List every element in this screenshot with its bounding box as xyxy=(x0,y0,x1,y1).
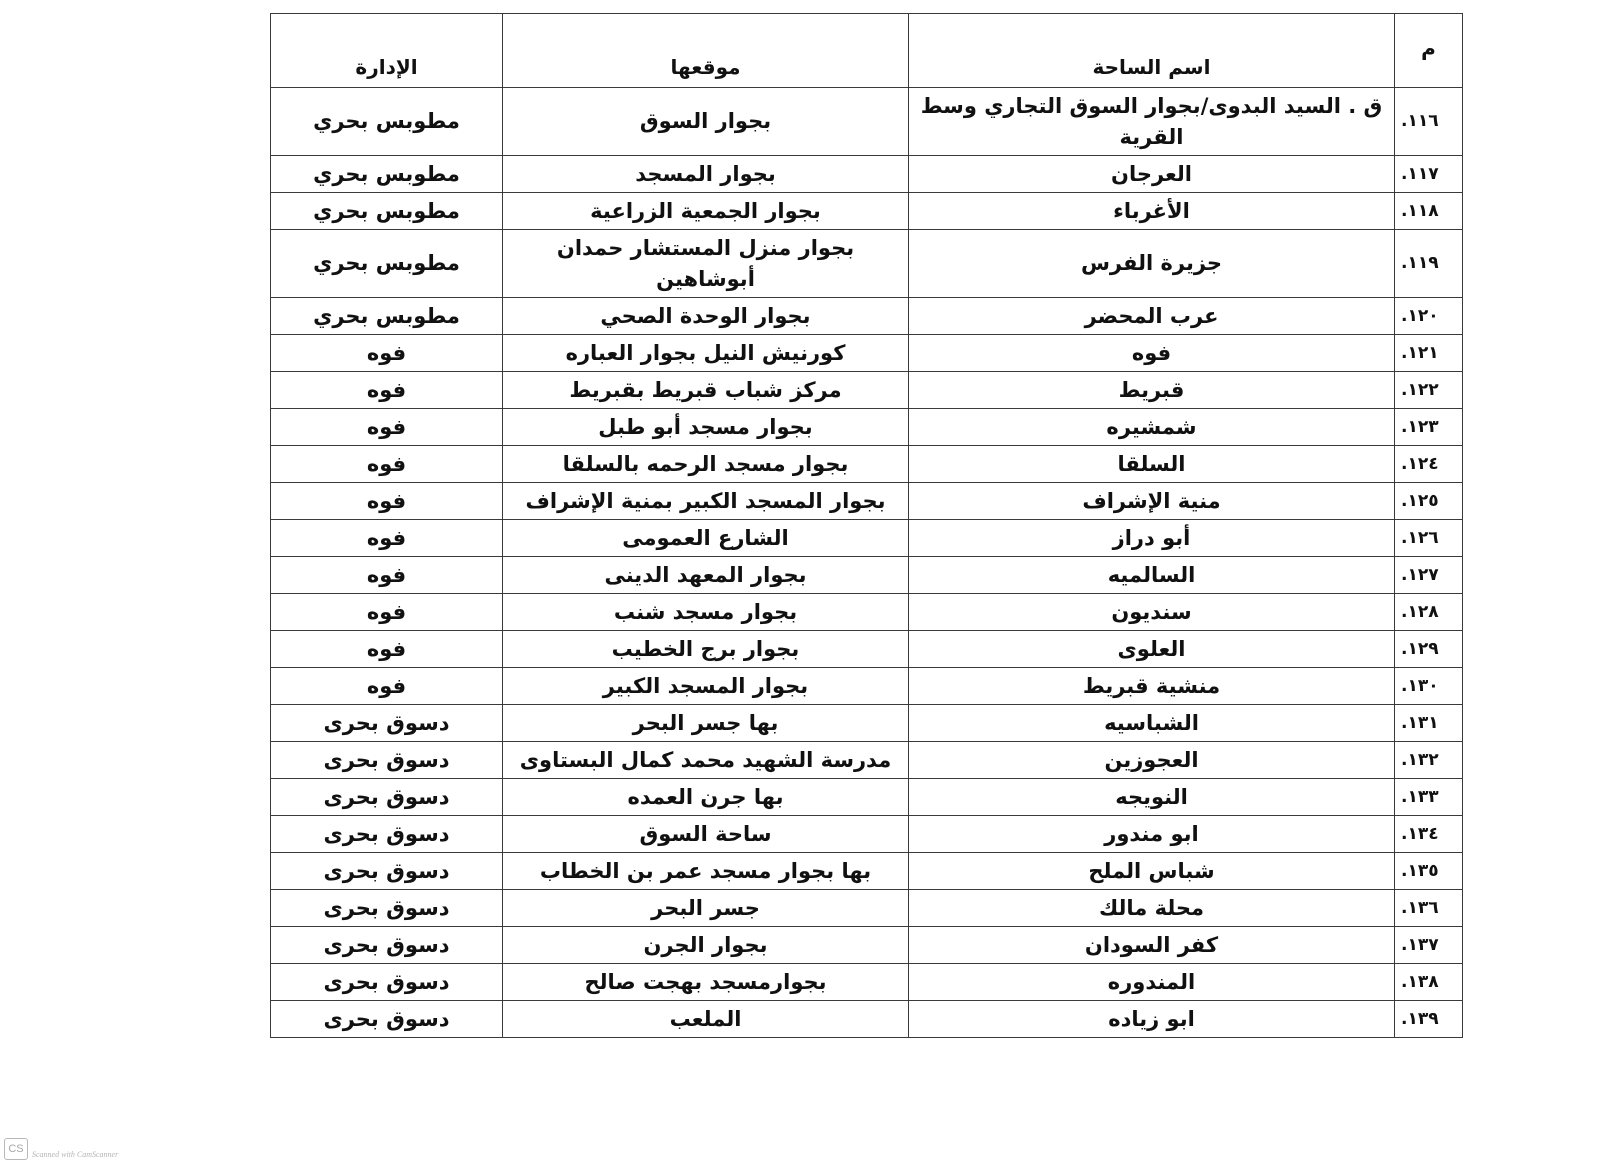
row-number: ١٣٥. xyxy=(1395,853,1463,890)
row-number: ١٢١. xyxy=(1395,335,1463,372)
location-cell: ساحة السوق xyxy=(503,816,909,853)
table-row xyxy=(271,816,1463,853)
administration-cell: مطوبس بحري xyxy=(271,156,503,193)
administration-cell: دسوق بحرى xyxy=(271,927,503,964)
row-number: ١٢٤. xyxy=(1395,446,1463,483)
square-name-cell: ابو مندور xyxy=(909,816,1395,853)
square-name-cell: شباس الملح xyxy=(909,853,1395,890)
square-name-cell: السلقا xyxy=(909,446,1395,483)
administration-cell: مطوبس بحري xyxy=(271,298,503,335)
squares-table xyxy=(270,13,1463,1038)
row-number: ١٣٨. xyxy=(1395,964,1463,1001)
location-cell: الشارع العمومى xyxy=(503,520,909,557)
table-row xyxy=(271,964,1463,1001)
square-name-cell: العرجان xyxy=(909,156,1395,193)
table-row xyxy=(271,631,1463,668)
row-number: ١١٦. xyxy=(1395,88,1463,156)
square-name-cell: ابو زياده xyxy=(909,1001,1395,1038)
administration-cell: فوه xyxy=(271,483,503,520)
table-row xyxy=(271,298,1463,335)
scanner-watermark: Scanned with CamScanner xyxy=(32,1150,119,1159)
location-cell: بها بجوار مسجد عمر بن الخطاب xyxy=(503,853,909,890)
table-row xyxy=(271,927,1463,964)
table-row xyxy=(271,483,1463,520)
table-body xyxy=(271,88,1463,1038)
square-name-cell: العلوى xyxy=(909,631,1395,668)
table-row xyxy=(271,668,1463,705)
location-cell: بجوار الوحدة الصحي xyxy=(503,298,909,335)
location-cell: كورنيش النيل بجوار العباره xyxy=(503,335,909,372)
square-name-cell: منية الإشراف xyxy=(909,483,1395,520)
location-cell: بها جسر البحر xyxy=(503,705,909,742)
row-number: ١٣٦. xyxy=(1395,890,1463,927)
location-cell: بجوار مسجد شنب xyxy=(503,594,909,631)
row-number: ١٢٠. xyxy=(1395,298,1463,335)
row-number: ١٣٠. xyxy=(1395,668,1463,705)
square-name-cell: منشية قبريط xyxy=(909,668,1395,705)
location-cell: بجوار الجمعية الزراعية xyxy=(503,193,909,230)
table-row xyxy=(271,779,1463,816)
administration-cell: فوه xyxy=(271,668,503,705)
square-name-cell: المندوره xyxy=(909,964,1395,1001)
location-cell: بجوار الجرن xyxy=(503,927,909,964)
row-number: ١٣١. xyxy=(1395,705,1463,742)
header-administration: الإدارة xyxy=(271,14,503,88)
table-row xyxy=(271,853,1463,890)
location-cell: بجوار السوق xyxy=(503,88,909,156)
row-number: ١٣٣. xyxy=(1395,779,1463,816)
location-cell: بجوار منزل المستشار حمدان أبوشاهين xyxy=(503,230,909,298)
administration-cell: دسوق بحرى xyxy=(271,779,503,816)
square-name-cell: الأغرباء xyxy=(909,193,1395,230)
table-row xyxy=(271,372,1463,409)
row-number: ١١٨. xyxy=(1395,193,1463,230)
square-name-cell: شمشيره xyxy=(909,409,1395,446)
square-name-cell: قبريط xyxy=(909,372,1395,409)
table-row xyxy=(271,88,1463,156)
administration-cell: دسوق بحرى xyxy=(271,742,503,779)
row-number: ١٢٧. xyxy=(1395,557,1463,594)
row-number: ١٣٤. xyxy=(1395,816,1463,853)
document-sheet xyxy=(270,13,1462,1038)
administration-cell: دسوق بحرى xyxy=(271,705,503,742)
location-cell: جسر البحر xyxy=(503,890,909,927)
administration-cell: فوه xyxy=(271,335,503,372)
table-row xyxy=(271,1001,1463,1038)
location-cell: بجوار المسجد xyxy=(503,156,909,193)
location-cell: بها جرن العمده xyxy=(503,779,909,816)
table-row xyxy=(271,557,1463,594)
table-row xyxy=(271,520,1463,557)
square-name-cell: جزيرة الفرس xyxy=(909,230,1395,298)
square-name-cell: السالميه xyxy=(909,557,1395,594)
table-row xyxy=(271,156,1463,193)
square-name-cell: فوه xyxy=(909,335,1395,372)
table-row xyxy=(271,230,1463,298)
administration-cell: دسوق بحرى xyxy=(271,853,503,890)
row-number: ١١٧. xyxy=(1395,156,1463,193)
administration-cell: فوه xyxy=(271,594,503,631)
row-number: ١١٩. xyxy=(1395,230,1463,298)
table-row xyxy=(271,890,1463,927)
administration-cell: فوه xyxy=(271,409,503,446)
location-cell: بجوار المسجد الكبير xyxy=(503,668,909,705)
row-number: ١٢٩. xyxy=(1395,631,1463,668)
table-row xyxy=(271,335,1463,372)
row-number: ١٣٢. xyxy=(1395,742,1463,779)
table-header-row xyxy=(271,14,1463,88)
location-cell: بجوار مسجد أبو طبل xyxy=(503,409,909,446)
administration-cell: فوه xyxy=(271,520,503,557)
camscanner-logo: CS xyxy=(4,1138,28,1160)
administration-cell: دسوق بحرى xyxy=(271,964,503,1001)
location-cell: بجوار المسجد الكبير بمنية الإشراف xyxy=(503,483,909,520)
table-row xyxy=(271,705,1463,742)
location-cell: بجوار مسجد الرحمه بالسلقا xyxy=(503,446,909,483)
administration-cell: فوه xyxy=(271,372,503,409)
administration-cell: فوه xyxy=(271,446,503,483)
row-number: ١٢٨. xyxy=(1395,594,1463,631)
square-name-cell: ق . السيد البدوى/بجوار السوق التجاري وسط القرية xyxy=(909,88,1395,156)
header-square-name: اسم الساحة xyxy=(909,14,1395,88)
table-row xyxy=(271,594,1463,631)
location-cell: بجوار المعهد الدينى xyxy=(503,557,909,594)
row-number: ١٢٦. xyxy=(1395,520,1463,557)
header-location: موقعها xyxy=(503,14,909,88)
header-num: م xyxy=(1395,14,1463,88)
table-row xyxy=(271,446,1463,483)
location-cell: مركز شباب قبريط بقبريط xyxy=(503,372,909,409)
square-name-cell: عرب المحضر xyxy=(909,298,1395,335)
location-cell: الملعب xyxy=(503,1001,909,1038)
row-number: ١٢٢. xyxy=(1395,372,1463,409)
table-row xyxy=(271,193,1463,230)
row-number: ١٢٥. xyxy=(1395,483,1463,520)
square-name-cell: كفر السودان xyxy=(909,927,1395,964)
administration-cell: دسوق بحرى xyxy=(271,1001,503,1038)
administration-cell: فوه xyxy=(271,631,503,668)
location-cell: بجوار برج الخطيب xyxy=(503,631,909,668)
square-name-cell: الشباسيه xyxy=(909,705,1395,742)
administration-cell: مطوبس بحري xyxy=(271,230,503,298)
location-cell: بجوارمسجد بهجت صالح xyxy=(503,964,909,1001)
administration-cell: دسوق بحرى xyxy=(271,890,503,927)
square-name-cell: أبو دراز xyxy=(909,520,1395,557)
table-row xyxy=(271,742,1463,779)
administration-cell: دسوق بحرى xyxy=(271,816,503,853)
table-row xyxy=(271,409,1463,446)
location-cell: مدرسة الشهيد محمد كمال البستاوى xyxy=(503,742,909,779)
square-name-cell: محلة مالك xyxy=(909,890,1395,927)
square-name-cell: العجوزين xyxy=(909,742,1395,779)
administration-cell: مطوبس بحري xyxy=(271,193,503,230)
row-number: ١٣٧. xyxy=(1395,927,1463,964)
row-number: ١٣٩. xyxy=(1395,1001,1463,1038)
administration-cell: فوه xyxy=(271,557,503,594)
square-name-cell: سنديون xyxy=(909,594,1395,631)
row-number: ١٢٣. xyxy=(1395,409,1463,446)
square-name-cell: النويجه xyxy=(909,779,1395,816)
administration-cell: مطوبس بحري xyxy=(271,88,503,156)
